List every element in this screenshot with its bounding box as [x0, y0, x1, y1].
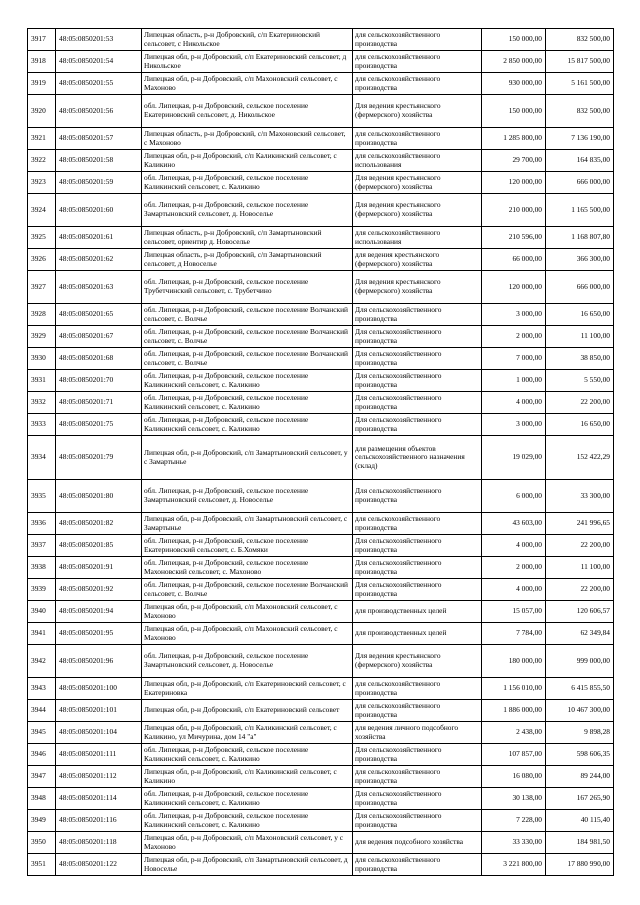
permitted-use-cell: Для сельскохозяйственного производства: [353, 348, 482, 370]
cadastral-number-cell: 48:05:0850201:104: [56, 722, 142, 744]
permitted-use-cell: для производственных целей: [353, 601, 482, 623]
permitted-use-cell: для сельскохозяйственного производства: [353, 854, 482, 876]
area-value-cell: 1 886 000,00: [482, 700, 546, 722]
row-number-cell: 3923: [28, 172, 56, 194]
row-number-cell: 3932: [28, 392, 56, 414]
row-number-cell: 3941: [28, 623, 56, 645]
permitted-use-cell: Для сельскохозяйственного производства: [353, 480, 482, 513]
area-value-cell: 150 000,00: [482, 29, 546, 51]
address-cell: Липецкая обл, р-н Добровский, с/п Замартыновский сельсовет, у с Замартынье: [142, 436, 353, 480]
table-row: [28, 766, 614, 788]
address-cell: обл. Липецкая, р-н Добровский, сельское поселение Махоновский сельсовет, с. Махоново: [142, 557, 353, 579]
address-cell: обл. Липецкая, р-н Добровский, сельское поселение Волчанский сельсовет, с. Волчье: [142, 304, 353, 326]
permitted-use-cell: для ведения личного подсобного хозяйства: [353, 722, 482, 744]
area-value-cell: 16 080,00: [482, 766, 546, 788]
table-row: [28, 744, 614, 766]
permitted-use-cell: Для сельскохозяйственного производства: [353, 579, 482, 601]
table-row: [28, 249, 614, 271]
area-value-cell: 30 138,00: [482, 788, 546, 810]
cadastral-cost-cell: 1 165 500,00: [546, 194, 614, 227]
area-value-cell: 1 285 800,00: [482, 128, 546, 150]
row-number-cell: 3933: [28, 414, 56, 436]
cadastral-number-cell: 48:05:0850201:67: [56, 326, 142, 348]
table-row: [28, 348, 614, 370]
row-number-cell: 3924: [28, 194, 56, 227]
permitted-use-cell: Для сельскохозяйственного производства: [353, 810, 482, 832]
address-cell: Липецкая обл, р-н Добровский, с/п Махоновский сельсовет, с Махоново: [142, 623, 353, 645]
cadastral-cost-cell: 832 500,00: [546, 29, 614, 51]
row-number-cell: 3938: [28, 557, 56, 579]
permitted-use-cell: для сельскохозяйственного производства: [353, 51, 482, 73]
cadastral-cost-cell: 666 000,00: [546, 271, 614, 304]
cadastral-number-cell: 48:05:0850201:96: [56, 645, 142, 678]
row-number-cell: 3946: [28, 744, 56, 766]
permitted-use-cell: Для сельскохозяйственного производства: [353, 326, 482, 348]
address-cell: Липецкая обл, р-н Добровский, с/п Замартыновский сельсовет, с Замартынье: [142, 513, 353, 535]
cadastral-number-cell: 48:05:0850201:75: [56, 414, 142, 436]
cadastral-cost-cell: 167 265,90: [546, 788, 614, 810]
permitted-use-cell: для сельскохозяйственного производства: [353, 766, 482, 788]
address-cell: обл. Липецкая, р-н Добровский, сельское поселение Каликинский сельсовет, с. Каликино: [142, 788, 353, 810]
permitted-use-cell: Для ведения крестьянского (фермерского) хозяйства: [353, 194, 482, 227]
cadastral-cost-cell: 241 996,65: [546, 513, 614, 535]
row-number-cell: 3934: [28, 436, 56, 480]
address-cell: Липецкая область, р-н Добровский, с/п Екатериновский сельсовет, с Никольское: [142, 29, 353, 51]
cadastral-number-cell: 48:05:0850201:118: [56, 832, 142, 854]
area-value-cell: 4 000,00: [482, 392, 546, 414]
permitted-use-cell: для сельскохозяйственного производства: [353, 513, 482, 535]
address-cell: Липецкая обл, р-н Добровский, с/п Екатериновский сельсовет, д Никольское: [142, 51, 353, 73]
cadastral-cost-cell: 89 244,00: [546, 766, 614, 788]
table-row: [28, 645, 614, 678]
table-row: [28, 700, 614, 722]
table-row: [28, 557, 614, 579]
area-value-cell: 1 156 010,00: [482, 678, 546, 700]
cadastral-cost-cell: 9 898,28: [546, 722, 614, 744]
table-row: [28, 172, 614, 194]
cadastral-number-cell: 48:05:0850201:53: [56, 29, 142, 51]
cadastral-cost-cell: 17 880 990,00: [546, 854, 614, 876]
area-value-cell: 210 596,00: [482, 227, 546, 249]
permitted-use-cell: Для сельскохозяйственного производства: [353, 392, 482, 414]
cadastral-cost-cell: 999 000,00: [546, 645, 614, 678]
cadastral-cost-cell: 7 136 190,00: [546, 128, 614, 150]
table-row: [28, 579, 614, 601]
table-row: [28, 326, 614, 348]
area-value-cell: 107 857,00: [482, 744, 546, 766]
row-number-cell: 3931: [28, 370, 56, 392]
cadastral-number-cell: 48:05:0850201:56: [56, 95, 142, 128]
table-row: [28, 392, 614, 414]
area-value-cell: 930 000,00: [482, 73, 546, 95]
row-number-cell: 3927: [28, 271, 56, 304]
area-value-cell: 19 029,00: [482, 436, 546, 480]
table-row: [28, 788, 614, 810]
table-row: [28, 436, 614, 480]
permitted-use-cell: Для сельскохозяйственного производства: [353, 788, 482, 810]
cadastral-cost-cell: 10 467 300,00: [546, 700, 614, 722]
permitted-use-cell: для сельскохозяйственного использования: [353, 150, 482, 172]
cadastral-number-cell: 48:05:0850201:70: [56, 370, 142, 392]
cadastral-cost-cell: 5 550,00: [546, 370, 614, 392]
permitted-use-cell: Для сельскохозяйственного производства: [353, 535, 482, 557]
row-number-cell: 3935: [28, 480, 56, 513]
address-cell: обл. Липецкая, р-н Добровский, сельское поселение Екатериновский сельсовет, с. Б.Хомяки: [142, 535, 353, 557]
row-number-cell: 3936: [28, 513, 56, 535]
address-cell: обл. Липецкая, р-н Добровский, сельское поселение Каликинский сельсовет, с. Каликино: [142, 370, 353, 392]
table-row: [28, 271, 614, 304]
cadastral-number-cell: 48:05:0850201:82: [56, 513, 142, 535]
cadastral-cost-cell: 11 100,00: [546, 557, 614, 579]
table-row: [28, 414, 614, 436]
table-row: [28, 51, 614, 73]
table-row: [28, 370, 614, 392]
cadastral-cost-cell: 62 349,84: [546, 623, 614, 645]
cadastral-cost-cell: 5 161 500,00: [546, 73, 614, 95]
row-number-cell: 3944: [28, 700, 56, 722]
cadastral-number-cell: 48:05:0850201:62: [56, 249, 142, 271]
land-parcels-table: [27, 28, 614, 876]
cadastral-cost-cell: 15 817 500,00: [546, 51, 614, 73]
row-number-cell: 3948: [28, 788, 56, 810]
cadastral-number-cell: 48:05:0850201:94: [56, 601, 142, 623]
cadastral-number-cell: 48:05:0850201:68: [56, 348, 142, 370]
cadastral-number-cell: 48:05:0850201:63: [56, 271, 142, 304]
cadastral-cost-cell: 22 200,00: [546, 579, 614, 601]
row-number-cell: 3930: [28, 348, 56, 370]
row-number-cell: 3951: [28, 854, 56, 876]
table-row: [28, 304, 614, 326]
cadastral-number-cell: 48:05:0850201:114: [56, 788, 142, 810]
address-cell: Липецкая обл, р-н Добровский, с/п Каликинский сельсовет, с Каликино: [142, 150, 353, 172]
area-value-cell: 66 000,00: [482, 249, 546, 271]
address-cell: Липецкая обл, р-н Добровский, с/п Каликинский сельсовет, с Каликино, ул Мичурина, дом 14 "а": [142, 722, 353, 744]
address-cell: обл. Липецкая, р-н Добровский, сельское поселение Волчанский сельсовет, с. Волчье: [142, 579, 353, 601]
permitted-use-cell: Для ведения крестьянского (фермерского) хозяйства: [353, 271, 482, 304]
cadastral-cost-cell: 832 500,00: [546, 95, 614, 128]
cadastral-number-cell: 48:05:0850201:101: [56, 700, 142, 722]
table-row: [28, 832, 614, 854]
address-cell: обл. Липецкая, р-н Добровский, сельское поселение Каликинский сельсовет, с. Каликино: [142, 810, 353, 832]
row-number-cell: 3922: [28, 150, 56, 172]
cadastral-cost-cell: 22 200,00: [546, 535, 614, 557]
row-number-cell: 3949: [28, 810, 56, 832]
address-cell: обл. Липецкая, р-н Добровский, сельское поселение Замартыновский сельсовет, д. Новоселье: [142, 194, 353, 227]
table-row: [28, 128, 614, 150]
permitted-use-cell: для сельскохозяйственного производства: [353, 73, 482, 95]
cadastral-number-cell: 48:05:0850201:92: [56, 579, 142, 601]
cadastral-number-cell: 48:05:0850201:79: [56, 436, 142, 480]
address-cell: обл. Липецкая, р-н Добровский, сельское поселение Замартыновский сельсовет, д. Новоселье: [142, 480, 353, 513]
cadastral-number-cell: 48:05:0850201:55: [56, 73, 142, 95]
address-cell: обл. Липецкая, р-н Добровский, сельское поселение Волчанский сельсовет, с. Волчье: [142, 348, 353, 370]
row-number-cell: 3943: [28, 678, 56, 700]
area-value-cell: 7 784,00: [482, 623, 546, 645]
area-value-cell: 33 330,00: [482, 832, 546, 854]
cadastral-number-cell: 48:05:0850201:122: [56, 854, 142, 876]
permitted-use-cell: Для сельскохозяйственного производства: [353, 370, 482, 392]
table-row: [28, 810, 614, 832]
cadastral-cost-cell: 16 650,00: [546, 304, 614, 326]
area-value-cell: 6 000,00: [482, 480, 546, 513]
area-value-cell: 15 057,00: [482, 601, 546, 623]
area-value-cell: 29 700,00: [482, 150, 546, 172]
row-number-cell: 3940: [28, 601, 56, 623]
cadastral-number-cell: 48:05:0850201:116: [56, 810, 142, 832]
cadastral-cost-cell: 11 100,00: [546, 326, 614, 348]
table-row: [28, 29, 614, 51]
cadastral-number-cell: 48:05:0850201:65: [56, 304, 142, 326]
row-number-cell: 3921: [28, 128, 56, 150]
cadastral-cost-cell: 120 606,57: [546, 601, 614, 623]
address-cell: обл. Липецкая, р-н Добровский, сельское поселение Каликинский сельсовет, с. Каликино: [142, 172, 353, 194]
cadastral-cost-cell: 366 300,00: [546, 249, 614, 271]
permitted-use-cell: Для сельскохозяйственного производства: [353, 304, 482, 326]
permitted-use-cell: для сельскохозяйственного производства: [353, 678, 482, 700]
area-value-cell: 43 603,00: [482, 513, 546, 535]
area-value-cell: 7 000,00: [482, 348, 546, 370]
row-number-cell: 3929: [28, 326, 56, 348]
address-cell: Липецкая обл, р-н Добровский, с/п Екатериновский сельсовет, с Екатериновка: [142, 678, 353, 700]
address-cell: Липецкая обл, р-н Добровский, с/п Махоновский сельсовет, с Махоново: [142, 73, 353, 95]
cadastral-number-cell: 48:05:0850201:95: [56, 623, 142, 645]
address-cell: Липецкая обл, р-н Добровский, с/п Екатериновский сельсовет: [142, 700, 353, 722]
area-value-cell: 4 000,00: [482, 535, 546, 557]
table-row: [28, 150, 614, 172]
permitted-use-cell: для сельскохозяйственного производства: [353, 128, 482, 150]
address-cell: Липецкая область, р-н Добровский, с/п Замартыновский сельсовет, ориентир д. Новоселье: [142, 227, 353, 249]
cadastral-number-cell: 48:05:0850201:57: [56, 128, 142, 150]
area-value-cell: 1 000,00: [482, 370, 546, 392]
cadastral-number-cell: 48:05:0850201:54: [56, 51, 142, 73]
row-number-cell: 3937: [28, 535, 56, 557]
permitted-use-cell: для размещения объектов сельскохозяйственного назначения (склад): [353, 436, 482, 480]
address-cell: обл. Липецкая, р-н Добровский, сельское поселение Замартыновский сельсовет, д. Новоселье: [142, 645, 353, 678]
address-cell: Липецкая обл, р-н Добровский, с/п Замартыновский сельсовет, д Новоселье: [142, 854, 353, 876]
cadastral-cost-cell: 164 835,00: [546, 150, 614, 172]
row-number-cell: 3925: [28, 227, 56, 249]
table-row: [28, 227, 614, 249]
cadastral-cost-cell: 1 168 807,80: [546, 227, 614, 249]
cadastral-number-cell: 48:05:0850201:100: [56, 678, 142, 700]
cadastral-cost-cell: 184 981,50: [546, 832, 614, 854]
address-cell: Липецкая обл, р-н Добровский, с/п Каликинский сельсовет, с Каликино: [142, 766, 353, 788]
table-row: [28, 535, 614, 557]
permitted-use-cell: Для ведения крестьянского (фермерского) хозяйства: [353, 645, 482, 678]
cadastral-number-cell: 48:05:0850201:71: [56, 392, 142, 414]
cadastral-number-cell: 48:05:0850201:112: [56, 766, 142, 788]
row-number-cell: 3919: [28, 73, 56, 95]
address-cell: обл. Липецкая, р-н Добровский, сельское поселение Трубетчинский сельсовет, с. Трубетчино: [142, 271, 353, 304]
table-row: [28, 513, 614, 535]
permitted-use-cell: Для ведения крестьянского (фермерского) хозяйства: [353, 95, 482, 128]
table-row: [28, 678, 614, 700]
table-row: [28, 722, 614, 744]
row-number-cell: 3918: [28, 51, 56, 73]
permitted-use-cell: для сельскохозяйственного производства: [353, 700, 482, 722]
area-value-cell: 3 000,00: [482, 304, 546, 326]
address-cell: обл. Липецкая, р-н Добровский, сельское поселение Волчанский сельсовет, с. Волчье: [142, 326, 353, 348]
area-value-cell: 3 221 800,00: [482, 854, 546, 876]
area-value-cell: 150 000,00: [482, 95, 546, 128]
cadastral-number-cell: 48:05:0850201:111: [56, 744, 142, 766]
cadastral-cost-cell: 152 422,29: [546, 436, 614, 480]
area-value-cell: 210 000,00: [482, 194, 546, 227]
cadastral-number-cell: 48:05:0850201:61: [56, 227, 142, 249]
area-value-cell: 180 000,00: [482, 645, 546, 678]
cadastral-cost-cell: 6 415 855,50: [546, 678, 614, 700]
cadastral-cost-cell: 16 650,00: [546, 414, 614, 436]
cadastral-cost-cell: 33 300,00: [546, 480, 614, 513]
area-value-cell: 2 000,00: [482, 326, 546, 348]
table-row: [28, 854, 614, 876]
permitted-use-cell: Для сельскохозяйственного производства: [353, 557, 482, 579]
cadastral-number-cell: 48:05:0850201:60: [56, 194, 142, 227]
cadastral-number-cell: 48:05:0850201:91: [56, 557, 142, 579]
table-row: [28, 623, 614, 645]
cadastral-number-cell: 48:05:0850201:80: [56, 480, 142, 513]
permitted-use-cell: Для ведения крестьянского (фермерского) хозяйства: [353, 172, 482, 194]
permitted-use-cell: для сельскохозяйственного производства: [353, 29, 482, 51]
row-number-cell: 3920: [28, 95, 56, 128]
cadastral-cost-cell: 22 200,00: [546, 392, 614, 414]
cadastral-number-cell: 48:05:0850201:85: [56, 535, 142, 557]
permitted-use-cell: для ведения крестьянского (фермерского) хозяйства: [353, 249, 482, 271]
permitted-use-cell: Для сельскохозяйственного производства: [353, 414, 482, 436]
address-cell: Липецкая область, р-н Добровский, с/п Махоновский сельсовет, с Махоново: [142, 128, 353, 150]
address-cell: обл. Липецкая, р-н Добровский, сельское поселение Каликинский сельсовет, с. Каликино: [142, 414, 353, 436]
table-row: [28, 73, 614, 95]
area-value-cell: 120 000,00: [482, 172, 546, 194]
address-cell: обл. Липецкая, р-н Добровский, сельское поселение Екатериновский сельсовет, д. Никольское: [142, 95, 353, 128]
row-number-cell: 3942: [28, 645, 56, 678]
permitted-use-cell: для производственных целей: [353, 623, 482, 645]
row-number-cell: 3939: [28, 579, 56, 601]
row-number-cell: 3947: [28, 766, 56, 788]
cadastral-cost-cell: 38 850,00: [546, 348, 614, 370]
cadastral-cost-cell: 598 606,35: [546, 744, 614, 766]
address-cell: обл. Липецкая, р-н Добровский, сельское поселение Каликинский сельсовет, с. Каликино: [142, 392, 353, 414]
area-value-cell: 120 000,00: [482, 271, 546, 304]
cadastral-cost-cell: 666 000,00: [546, 172, 614, 194]
permitted-use-cell: для ведения подсобного хозяйства: [353, 832, 482, 854]
address-cell: Липецкая обл, р-н Добровский, с/п Махоновский сельсовет, с Махоново: [142, 601, 353, 623]
area-value-cell: 2 000,00: [482, 557, 546, 579]
permitted-use-cell: Для сельскохозяйственного производства: [353, 744, 482, 766]
area-value-cell: 2 850 000,00: [482, 51, 546, 73]
table-row: [28, 95, 614, 128]
table-body: [28, 29, 614, 876]
cadastral-number-cell: 48:05:0850201:59: [56, 172, 142, 194]
cadastral-cost-cell: 40 115,40: [546, 810, 614, 832]
row-number-cell: 3945: [28, 722, 56, 744]
row-number-cell: 3917: [28, 29, 56, 51]
table-row: [28, 194, 614, 227]
area-value-cell: 2 438,00: [482, 722, 546, 744]
row-number-cell: 3950: [28, 832, 56, 854]
area-value-cell: 3 000,00: [482, 414, 546, 436]
address-cell: Липецкая область, р-н Добровский, с/п Замартыновский сельсовет, д Новоселье: [142, 249, 353, 271]
table-row: [28, 480, 614, 513]
permitted-use-cell: для сельскохозяйственного использования: [353, 227, 482, 249]
address-cell: Липецкая обл, р-н Добровский, с/п Махоновский сельсовет, у с Махоново: [142, 832, 353, 854]
address-cell: обл. Липецкая, р-н Добровский, сельское поселение Каликинский сельсовет, с. Каликино: [142, 744, 353, 766]
cadastral-number-cell: 48:05:0850201:58: [56, 150, 142, 172]
row-number-cell: 3926: [28, 249, 56, 271]
area-value-cell: 7 228,00: [482, 810, 546, 832]
table-row: [28, 601, 614, 623]
area-value-cell: 4 000,00: [482, 579, 546, 601]
row-number-cell: 3928: [28, 304, 56, 326]
